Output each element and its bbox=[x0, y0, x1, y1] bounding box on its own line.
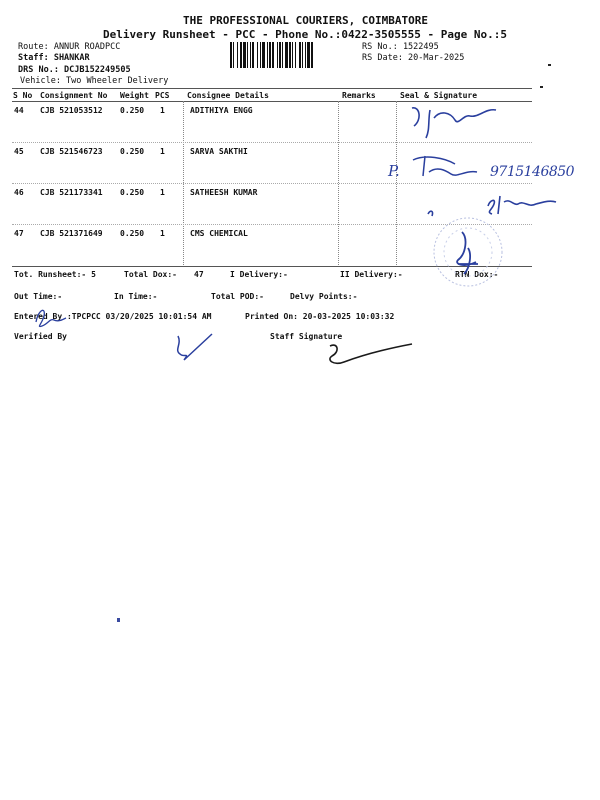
out-time: Out Time:- bbox=[14, 292, 63, 301]
scan-mark bbox=[548, 64, 551, 66]
drs-number: DRS No.: DCJB152249505 bbox=[18, 65, 131, 75]
seal-stamp bbox=[428, 212, 508, 292]
row-pcs: 1 bbox=[160, 147, 165, 156]
signature-row-45 bbox=[385, 150, 485, 190]
row-consignee: SATHEESH KUMAR bbox=[190, 188, 258, 197]
total-pod: Total POD:- bbox=[211, 292, 264, 301]
delivery-points: Delvy Points:- bbox=[290, 292, 358, 301]
row-sno: 44 bbox=[14, 106, 24, 115]
col-header-consignment: Consignment No bbox=[40, 91, 108, 100]
col-divider bbox=[338, 101, 339, 267]
barcode-image bbox=[230, 42, 358, 68]
entered-by: Entered By :TPCPCC 03/20/2025 10:01:54 AM bbox=[14, 312, 212, 321]
staff-signature bbox=[320, 336, 420, 376]
verified-by-label: Verified By bbox=[14, 332, 67, 341]
verified-by-signature bbox=[170, 330, 220, 370]
table-top-rule bbox=[12, 88, 532, 89]
row-pcs: 1 bbox=[160, 106, 165, 115]
printed-on: Printed On: 20-03-2025 10:03:32 bbox=[245, 312, 395, 321]
staff-signature-label: Staff Signature bbox=[270, 332, 343, 341]
total-runsheet: Tot. Runsheet:- 5 bbox=[14, 270, 96, 279]
ink-dot bbox=[117, 618, 120, 622]
row-divider bbox=[12, 142, 532, 143]
row-weight: 0.250 bbox=[120, 106, 145, 115]
row-weight: 0.250 bbox=[120, 229, 145, 238]
row-sno: 46 bbox=[14, 188, 24, 197]
total-dox-label: Total Dox:- bbox=[124, 270, 177, 279]
in-time: In Time:- bbox=[114, 292, 158, 301]
rs-number: RS No.: 1522495 bbox=[362, 42, 439, 52]
row-consignment: CJB 521173341 bbox=[40, 188, 103, 197]
handwritten-phone: 9715146850 bbox=[490, 164, 575, 180]
row-sno: 47 bbox=[14, 229, 24, 238]
row-consignee: CMS CHEMICAL bbox=[190, 229, 248, 238]
col-header-pcs: PCS bbox=[155, 91, 170, 100]
col-divider bbox=[183, 101, 184, 267]
ii-delivery: II Delivery:- bbox=[340, 270, 403, 279]
row-pcs: 1 bbox=[160, 188, 165, 197]
staff-label: Staff: SHANKAR bbox=[18, 53, 90, 63]
col-header-sno: S No bbox=[13, 91, 33, 100]
row-weight: 0.250 bbox=[120, 188, 145, 197]
handwritten-initial: P. bbox=[388, 162, 400, 180]
rtn-dox: RTN Dox:- bbox=[455, 270, 499, 279]
route-label: Route: ANNUR ROADPCC bbox=[18, 42, 121, 52]
row-consignment: CJB 521371649 bbox=[40, 229, 103, 238]
row-consignment: CJB 521546723 bbox=[40, 147, 103, 156]
row-consignment: CJB 521053512 bbox=[40, 106, 103, 115]
row-consignee: ADITHIYA ENGG bbox=[190, 106, 253, 115]
col-header-consignee: Consignee Details bbox=[187, 91, 269, 100]
col-header-seal: Seal & Signature bbox=[400, 91, 478, 100]
vehicle-label: Vehicle: Two Wheeler Delivery bbox=[20, 76, 169, 86]
row-weight: 0.250 bbox=[120, 147, 145, 156]
runsheet-subtitle: Delivery Runsheet - PCC - Phone No.:0422-3505555 - Page No.:5 bbox=[103, 28, 507, 41]
total-dox-value: 47 bbox=[194, 270, 204, 279]
i-delivery: I Delivery:- bbox=[230, 270, 288, 279]
row-sno: 45 bbox=[14, 147, 24, 156]
signature-row-44 bbox=[400, 100, 510, 140]
rs-date: RS Date: 20-Mar-2025 bbox=[362, 53, 465, 63]
scan-mark bbox=[540, 86, 543, 88]
company-name: THE PROFESSIONAL COURIERS, COIMBATORE bbox=[183, 14, 429, 27]
row-consignee: SARVA SAKTHI bbox=[190, 147, 248, 156]
row-pcs: 1 bbox=[160, 229, 165, 238]
col-header-remarks: Remarks bbox=[342, 91, 376, 100]
col-header-weight: Weight bbox=[120, 91, 149, 100]
entered-by-signature bbox=[30, 300, 70, 330]
